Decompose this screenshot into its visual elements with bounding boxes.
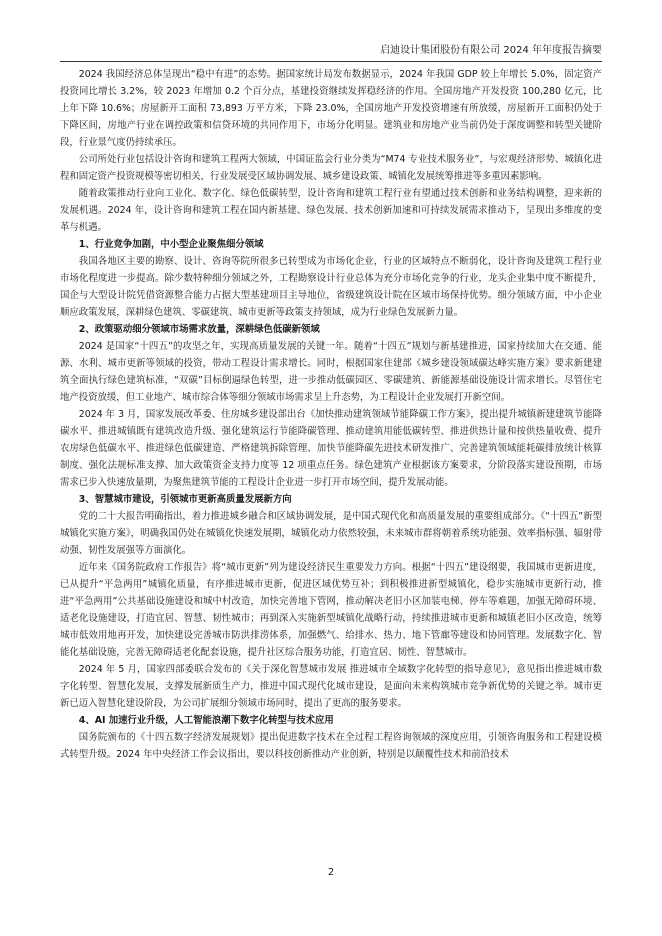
paragraph-competition: 我国各地区主要的勘察、设计、咨询等院所很多已转型成为市场化企业，行业的区域特点不断弱化，设计咨询及建筑工程行业市场化程度进一步提高。除少数特种细分领域之外，工程勘察设计行业总体为充分市场化竞争的行业，龙头企业集中度不断提升，国企与大型设计院凭借资源整合能力占据大型基建项目主导地位，省级建筑设计院在区域市场保持优势。细分领域方面，中小企业顺应政策发展，深耕绿色建筑、零碳建筑、城市更新等政策支持领域，成为行业绿色发展新力量。 — [60, 256, 602, 318]
report-body — [60, 66, 602, 763]
page-number: 2 — [327, 867, 335, 878]
paragraph-urban-renewal: 近年来《国务院政府工作报告》将“城市更新”列为建设经济民生重要发力方向。根据“十四五”建设纲要，我国城市更新进度，已从提升“平急两用”城镇化质量，有序推进城市更新，促进区域优势互补；到积极推进新型城镇化，稳步实施城市更新行动，推进“平急两用”公共基础设施建设和城中村改造，加快完善地下管网，推动解决老旧小区加装电梯、停车等难题，加强无障碍环境、适老化设施建设，打造宜居、智慧、韧性城市；再到深入实施新型城镇化战略行动，持续推进城市更新和城镇老旧小区改造，统筹城市低效用地再开发，加快建设完善城市防洪排涝体系，加强燃气、给排水、热力、地下管廊等建设和协同管理。发展数字化、智能化基础设施，完善无障碍适老化配套设施，提升社区综合服务功能，打造宜居、韧性、智慧城市。 — [60, 562, 602, 658]
paragraph-smart-city-guidance: 2024 年 5 月，国家四部委联合发布的《关于深化智慧城市发展 推进城市全域数字化转型的指导意见》，意见指出推进城市数字化转型、智慧化发展，支撑发展新质生产力，推进中国式现代化城市建设，是面向未来构筑城市竞争新优势的关键之举。城市更新已迈入智慧化建设阶段，为公司扩展细分领域市场同时，提出了更高的服务要求。 — [60, 664, 602, 709]
paragraph-policy-investment: 2024 是国家“十四五”的攻坚之年，实现高质量发展的关键一年。随着“十四五”规划与新基建推进，国家持续加大在交通、能源、水利、城市更新等领域的投资，带动工程设计需求增长。同时，根据国家住建部《城乡建设领域碳达峰实施方案》要求新建建筑全面执行绿色建筑标准，“双碳”目标倒逼绿色转型，进一步推动低碳园区、零碳建筑、新能源基础设施设计需求增长。尽管住宅地产投资放缓，但工业地产、城市综合体等细分领域市场需求呈上升态势，为工程设计企业发展打开新空间。 — [60, 341, 602, 403]
section-heading-competition: 1、行业竞争加剧，中小型企业聚焦细分领域 — [78, 239, 264, 250]
paragraph-energy-saving-plan: 2024 年 3 月，国家发展改革委、住房城乡建设部出台《加快推动建筑领域节能降碳工作方案》，提出提升城镇新建建筑节能降碳水平、推进城镇既有建筑改造升级、强化建筑运行节能降碳管理、推动建筑用能低碳转型、推进供热计量和按供热量收费、提升农房绿色低碳水平、推进绿色低碳建造、严格建筑拆除管理、加快节能降碳先进技术研发推广、完善建筑领域能耗碳排放统计核算制度、强化法规标准支撑、加大政策资金支持力度等 12 项重点任务。绿色建筑产业根据该方案要求，分阶段落实建设预期，市场需求已步入快速放量期，为聚焦建筑节能的工程设计企业进一步打开市场空间，提升发展动能。 — [60, 409, 602, 488]
paragraph-industry-classification: 公司所处行业包括设计咨询和建筑工程两大领域，中国证监会行业分类为“M74 专业技术服务业”，与宏观经济形势、城镇化进程和固定资产投资规模等密切相关，行业发展受区域协调发展、城乡建设政策、城镇化发展统筹推进等多重因素影响。 — [60, 154, 602, 182]
section-heading-policy-driven: 2、政策驱动细分领域市场需求放量，深耕绿色低碳新领域 — [78, 324, 320, 335]
paragraph-urbanization: 党的二十大报告明确指出，着力推进城乡融合和区域协调发展，是中国式现代化和高质量发展的重要组成部分。《“十四五”新型城镇化实施方案》，明确我国仍处在城镇化快速发展期，城镇化动力依然较强，未来城市群将朝着系统功能强、效率指标强、辐射带动强、韧性发展强等方面演化。 — [60, 511, 602, 556]
paragraph-digital-economy: 国务院颁布的《十四五数字经济发展规划》提出促进数字技术在全过程工程咨询领域的深度应用，引领咨询服务和工程建设模式转型升级。2024 年中央经济工作会议指出，要以科技创新推动产业创新，特别是以颠覆性技术和前沿技术 — [60, 732, 602, 760]
report-header-title: 启迪设计集团股份有限公司 2024 年年度报告摘要 — [60, 44, 602, 62]
section-heading-ai: 4、AI 加速行业升级，人工智能浪潮下数字化转型与技术应用 — [78, 715, 334, 726]
section-heading-smart-city: 3、智慧城市建设，引领城市更新高质量发展新方向 — [78, 494, 292, 505]
paragraph-economy-overview: 2024 我国经济总体呈现出“稳中有进”的态势。据国家统计局发布数据显示，2024 年我国 GDP 较上年增长 5.0%，固定资产投资同比增长 3.2%，较 2023 年增加 0.2 个百分点，基建投资继续发挥稳经济的作用。全国房地产开发投资 100,280 亿元，比上年下降 10.6%；房屋新开工面积 73,893 万平方米，下降 23.0%，全国房地产开发投资增速有所放缓，房屋新开工面积仍处于下降区间，房地产行业在调控政策和信贷环境的共同作用下，市场分化明显。建筑业和房地产业当前仍处于深度调整和转型关键阶段，行业景气度仍持续承压。 — [60, 69, 602, 148]
paragraph-transformation-opportunity: 随着政策推动行业向工业化、数字化、绿色低碳转型，设计咨询和建筑工程行业有望通过技术创新和业务结构调整，迎来新的发展机遇。2024 年，设计咨询和建筑工程在国内新基建、绿色发展、技术创新加速和可持续发展需求推动下，呈现出多维度的变革与机遇。 — [60, 188, 602, 233]
